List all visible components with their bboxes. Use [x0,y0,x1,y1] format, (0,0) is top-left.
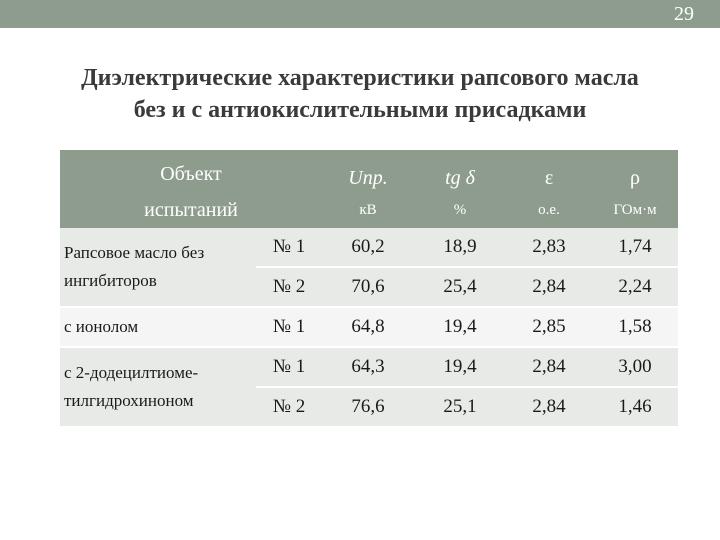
slide-title [30,62,690,126]
data-table [60,150,678,426]
value-tg: 19,4 [414,347,506,387]
unit-rho: ГОм·м [592,192,678,228]
unit-eps: о.е. [506,192,592,228]
title-line-2: без и с антиокислительными присадками [133,97,587,123]
object-line-2: тилгидрохиноном [64,391,194,410]
header-eps: ε [506,150,592,192]
sample-no: № 2 [256,387,322,426]
header-tg: tg δ [414,150,506,192]
sample-no: № 1 [256,307,322,347]
value-eps: 2,83 [506,228,592,267]
sample-no: № 1 [256,228,322,267]
sample-no: № 1 [256,347,322,387]
page-number: 29 [674,3,694,25]
value-upr: 64,8 [322,307,414,347]
unit-tg: % [414,192,506,228]
table-row [60,347,678,387]
value-tg: 25,1 [414,387,506,426]
value-rho: 3,00 [592,347,678,387]
value-tg: 25,4 [414,267,506,307]
value-upr: 76,6 [322,387,414,426]
title-line-1: Диэлектрические характеристики рапсового масла [81,65,639,91]
object-cell: с ионолом [60,307,256,347]
value-eps: 2,84 [506,347,592,387]
value-rho: 1,74 [592,228,678,267]
header-rho: ρ [592,150,678,192]
header-object: Объект испытаний [60,150,322,228]
value-rho: 2,24 [592,267,678,307]
table-row [60,307,678,347]
table-header-row [60,150,678,192]
object-cell: Рапсовое масло без ингибиторов [60,228,256,307]
object-line-1: с 2-додецилтиоме- [64,363,199,382]
sample-no: № 2 [256,267,322,307]
value-eps: 2,85 [506,307,592,347]
value-upr: 60,2 [322,228,414,267]
value-eps: 2,84 [506,267,592,307]
unit-upr: кВ [322,192,414,228]
value-eps: 2,84 [506,387,592,426]
value-tg: 18,9 [414,228,506,267]
header-upr: Uпр. [322,150,414,192]
value-tg: 19,4 [414,307,506,347]
value-upr: 64,3 [322,347,414,387]
top-bar [0,0,720,28]
object-cell [60,347,256,426]
table-row [60,228,678,267]
value-rho: 1,58 [592,307,678,347]
value-upr: 70,6 [322,267,414,307]
value-rho: 1,46 [592,387,678,426]
